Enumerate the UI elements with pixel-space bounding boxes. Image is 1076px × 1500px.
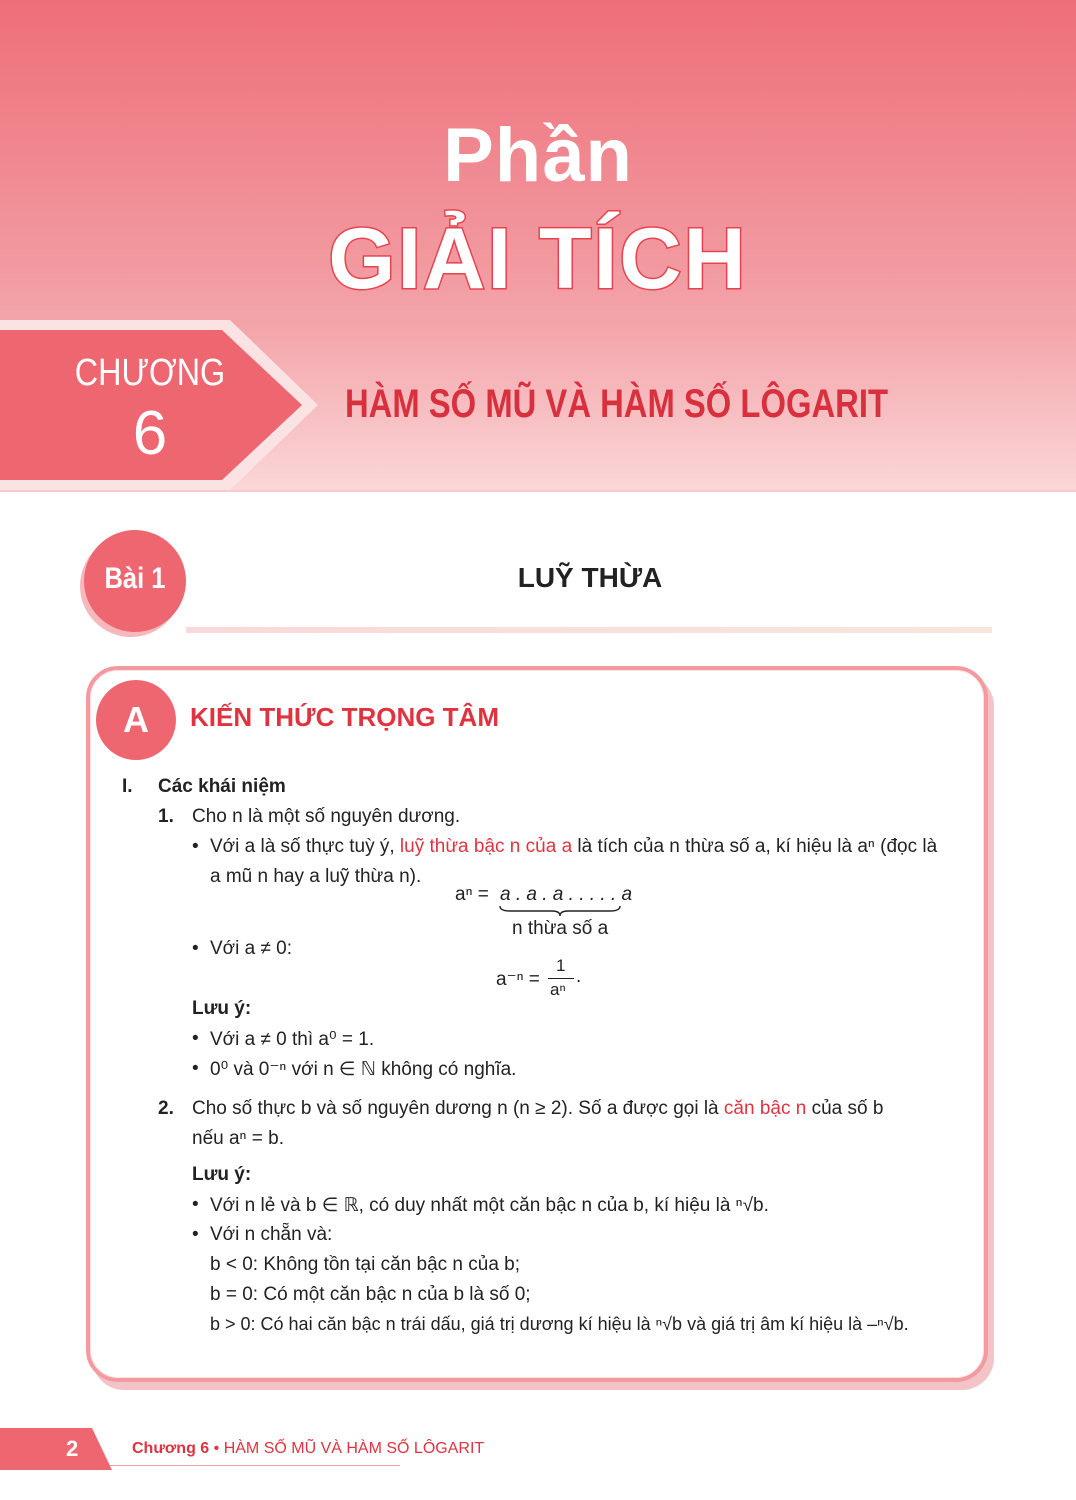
chapter-word: CHƯƠNG bbox=[74, 352, 226, 394]
formula-product: a . a . a . . . . . a bbox=[500, 884, 633, 905]
chapter-title: HÀM SỐ MŨ VÀ HÀM SỐ LÔGARIT bbox=[345, 382, 889, 426]
chapter-number: 6 bbox=[132, 399, 168, 468]
definition-line-cont: a mũ n hay a luỹ thừa n). bbox=[210, 866, 422, 887]
bullet-dot: • bbox=[192, 836, 199, 857]
formula-caption: n thừa số a bbox=[512, 918, 609, 939]
footer-divider bbox=[110, 1465, 400, 1466]
underbrace bbox=[498, 904, 622, 918]
bullet-dot: • bbox=[192, 1058, 199, 1079]
note-item: Với n lẻ và b ∈ ℝ, có duy nhất một căn bậc n của b, kí hiệu là ⁿ√b. bbox=[210, 1195, 769, 1216]
note-item: Với n chẵn và: bbox=[210, 1224, 333, 1245]
formula-lhs: aⁿ = bbox=[455, 884, 489, 905]
root-definition-cont: nếu aⁿ = b. bbox=[192, 1128, 284, 1149]
bullet-dot: • bbox=[192, 1028, 199, 1049]
footer-chapter: Chương 6 • HÀM SỐ MŨ VÀ HÀM SỐ LÔGARIT bbox=[132, 1440, 485, 1457]
case-line: b < 0: Không tồn tại căn bậc n của b; bbox=[210, 1254, 521, 1275]
item-number: 2. bbox=[158, 1098, 174, 1119]
bullet-dot: • bbox=[192, 938, 199, 959]
case-line: b = 0: Có một căn bậc n của b là số 0; bbox=[210, 1284, 531, 1305]
item-text: Cho n là một số nguyên dương. bbox=[192, 806, 461, 827]
heading-text: Các khái niệm bbox=[158, 776, 286, 797]
case-line: b > 0: Có hai căn bậc n trái dấu, giá trị dương kí hiệu là ⁿ√b và giá trị âm kí hiệu là –ⁿ√b. bbox=[210, 1314, 909, 1334]
fraction-denominator: aⁿ bbox=[550, 980, 566, 999]
part-title: GIẢI TÍCH bbox=[328, 211, 748, 307]
heading-number: I. bbox=[122, 776, 133, 797]
condition-text: Với a ≠ 0: bbox=[210, 938, 293, 959]
lesson-label: Bài 1 bbox=[104, 562, 166, 595]
footer-page-tab bbox=[0, 1428, 120, 1470]
note-item: Với a ≠ 0 thì a⁰ = 1. bbox=[210, 1029, 375, 1050]
bullet-dot: • bbox=[192, 1224, 199, 1245]
page-number: 2 bbox=[66, 1436, 79, 1461]
note-item: 0⁰ và 0⁻ⁿ với n ∈ ℕ không có nghĩa. bbox=[210, 1059, 517, 1080]
fraction-numerator: 1 bbox=[556, 956, 566, 975]
section-badge: A bbox=[96, 680, 176, 760]
highlight-term: luỹ thừa bậc n của a bbox=[399, 836, 573, 857]
root-definition: Cho số thực b và số nguyên dương n (n ≥ 2). Số a được gọi là căn bậc n của số b bbox=[192, 1098, 884, 1119]
formula2-lhs: a⁻ⁿ = bbox=[496, 969, 540, 990]
note-label: Lưu ý: bbox=[192, 1164, 252, 1185]
item-number: 1. bbox=[158, 806, 174, 827]
period: . bbox=[576, 966, 582, 987]
lesson-divider bbox=[186, 627, 992, 633]
bullet-dot: • bbox=[192, 1194, 199, 1215]
highlight-term: căn bậc n bbox=[723, 1098, 807, 1119]
note-label: Lưu ý: bbox=[192, 998, 252, 1019]
part-label: Phần bbox=[443, 113, 633, 198]
section-heading: KIẾN THỨC TRỌNG TÂM bbox=[190, 702, 499, 732]
fraction-bar bbox=[548, 978, 574, 979]
definition-line: Với a là số thực tuỳ ý, luỹ thừa bậc n của a là tích của n thừa số a, kí hiệu là aⁿ (đọc là bbox=[210, 836, 938, 857]
lesson-title: LUỸ THỪA bbox=[517, 562, 663, 593]
